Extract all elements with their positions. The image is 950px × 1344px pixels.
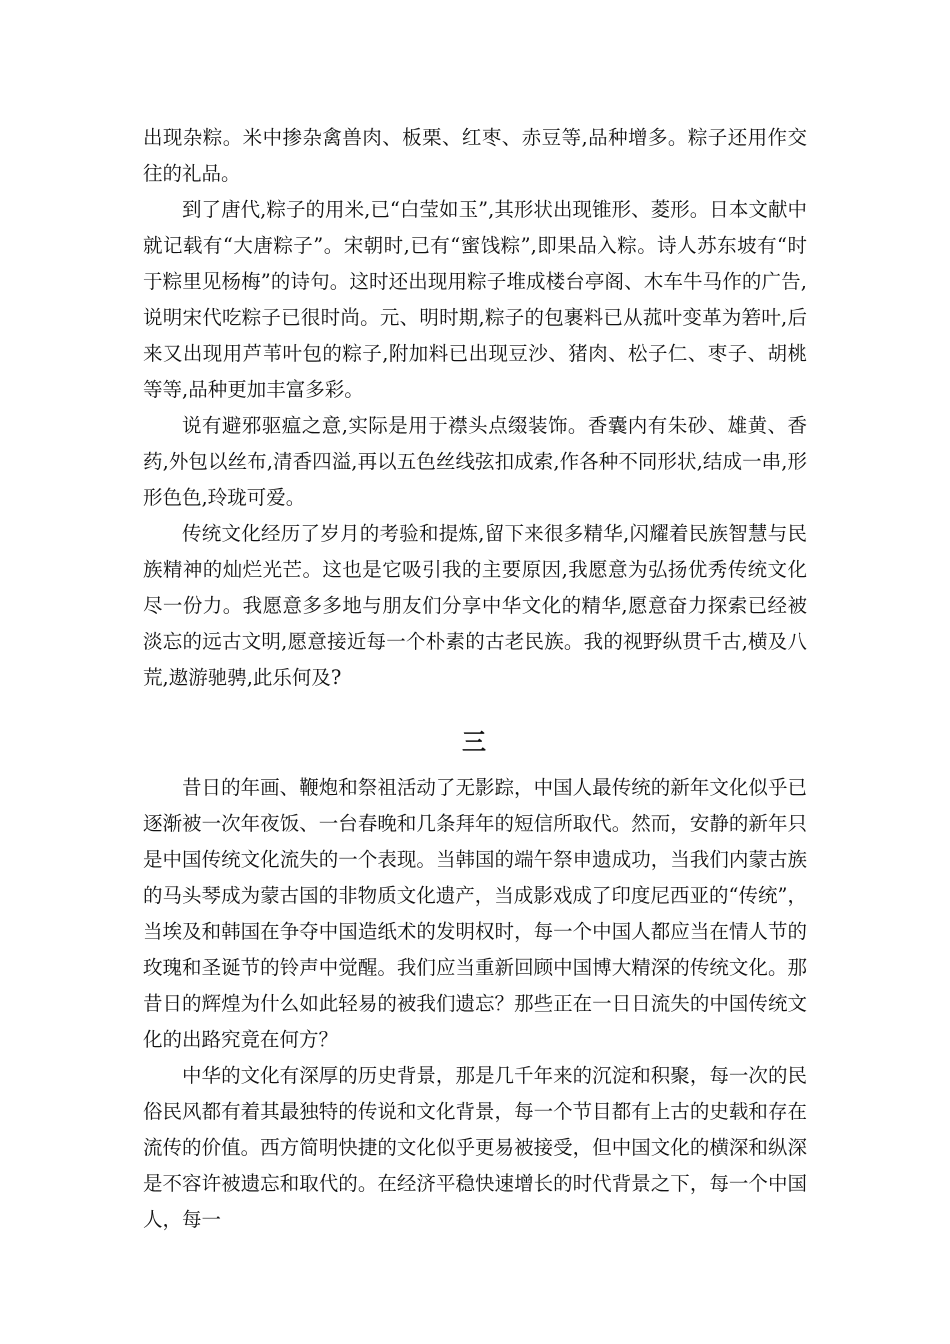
- section-heading: 三: [462, 727, 488, 756]
- paragraph-new-year-culture: 昔日的年画、鞭炮和祭祖活动了无影踪，中国人最传统的新年文化似乎已逐渐被一次年夜饭、一台春晚和几条拜年的短信所取代。然而，安静的新年只是中国传统文化流失的一个表现。当韩国的端午祭申遗成功，当我们内蒙古族的马头琴成为蒙古国的非物质文化遗产，当成影戏成了印度尼西亚的“传统”，当埃及和韩国在争夺中国造纸术的发明权时，每一个中国人都应当在情人节的玫瑰和圣诞节的铃声中觉醒。我们应当重新回顾中国博大精深的传统文化。那昔日的辉煌为什么如此轻易的被我们遗忘？那些正在一日日流失的中国传统文化的出路究竟在何方？: [143, 776, 807, 1051]
- document-body: [143, 120, 807, 1238]
- paragraph-sachet: 说有避邪驱瘟之意,实际是用于襟头点缀装饰。香囊内有朱砂、雄黄、香药,外包以丝布,清香四溢,再以五色丝线弦扣成索,作各种不同形状,结成一串,形形色色,玲珑可爱。: [143, 414, 807, 509]
- paragraph-traditional-culture: 传统文化经历了岁月的考验和提炼,留下来很多精华,闪耀着民族智慧与民族精神的灿烂光芒。这也是它吸引我的主要原因,我愿意为弘扬优秀传统文化尽一份力。我愿意多多地与朋友们分享中华文化的精华,愿意奋力探索已经被淡忘的远古文明,愿意接近每一个朴素的古老民族。我的视野纵贯千古,横及八荒,遨游驰骋,此乐何及?: [143, 522, 807, 689]
- paragraph-tang-song-zongzi: 到了唐代,粽子的用米,已“白莹如玉”,其形状出现锥形、菱形。日本文献中就记载有“大唐粽子”。宋朝时,已有“蜜饯粽”,即果品入粽。诗人苏东坡有“时于粽里见杨梅”的诗句。这时还出现用粽子堆成楼台亭阁、木车牛马作的广告,说明宋代吃粽子已很时尚。元、明时期,粽子的包裹料已从菰叶变革为箬叶,后来又出现用芦苇叶包的粽子,附加料已出现豆沙、猪肉、松子仁、枣子、胡桃等等,品种更加丰富多彩。: [143, 198, 807, 401]
- paragraph-chinese-culture-background: 中华的文化有深厚的历史背景，那是几千年来的沉淀和积聚，每一次的民俗民风都有着其最独特的传说和文化背景，每一个节目都有上古的史载和存在流传的价值。西方简明快捷的文化似乎更易被接受，但中国文化的横深和纵深是不容许被遗忘和取代的。在经济平稳快速增长的时代背景之下，每一个中国人，每一: [143, 1064, 807, 1231]
- paragraph-continuation: 出现杂粽。米中掺杂禽兽肉、板栗、红枣、赤豆等,品种增多。粽子还用作交往的礼品。: [143, 126, 807, 185]
